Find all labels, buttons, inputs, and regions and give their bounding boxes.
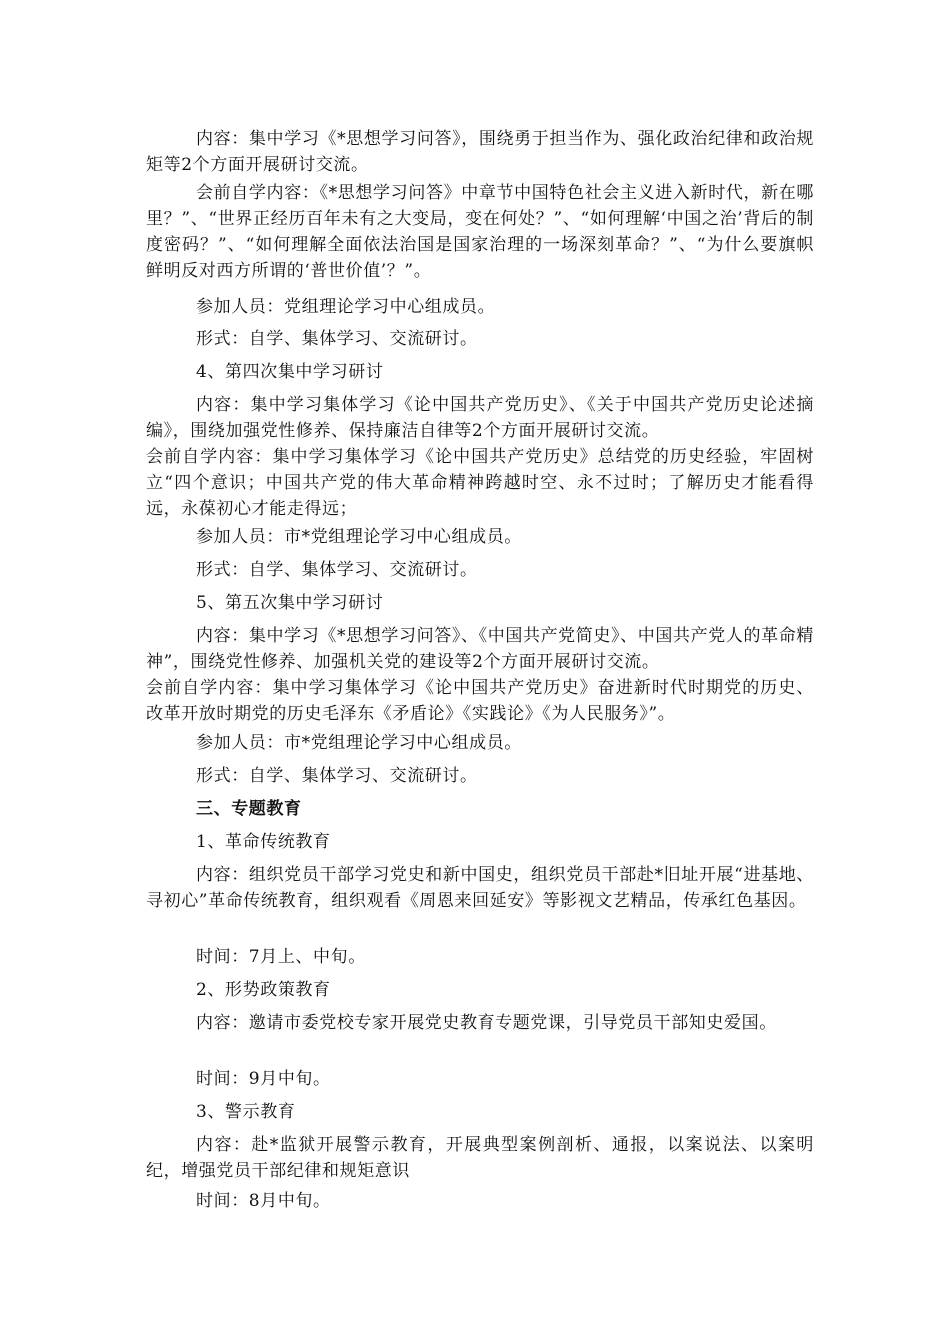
paragraph-time-revolutionary: 时间：7月上、中旬。 <box>196 947 366 967</box>
heading-session-5: 5、第五次集中学习研讨 <box>196 593 384 613</box>
section-heading-special-education: 三、专题教育 <box>196 799 302 819</box>
paragraph-pre-study-3: 会前自学内容：《*思想学习问答》中章节中国特色社会主义进入新时代，新在哪里？”、“世界正经历百年未有之大变局，变在何处？”、“如何理解‘中国之治’背后的制度密码？”、“如何理解全面依法治国是国家治理的一场深刻革命？”、“为什么要旗帜鲜明反对西方所谓的‘普世价值’？”。 <box>146 183 814 281</box>
paragraph-participants-3: 参加人员：党组理论学习中心组成员。 <box>196 297 496 317</box>
paragraph-time-warning: 时间：8月中旬。 <box>196 1191 331 1211</box>
paragraph-form-4: 形式：自学、集体学习、交流研讨。 <box>196 560 478 580</box>
paragraph-content-revolutionary: 内容：组织党员干部学习党史和新中国史，组织党员干部赴*旧址开展“进基地、寻初心”革命传统教育，组织观看《周恩来回延安》等影视文艺精品，传承红色基因。 <box>146 865 814 911</box>
paragraph-content-warning: 内容：赴*监狱开展警示教育，开展典型案例剖析、通报，以案说法、以案明纪，增强党员干部纪律和规矩意识 <box>146 1135 814 1181</box>
paragraph-form-3: 形式：自学、集体学习、交流研讨。 <box>196 329 478 349</box>
paragraph-time-policy: 时间：9月中旬。 <box>196 1069 331 1089</box>
paragraph-pre-study-4: 会前自学内容：集中学习集体学习《论中国共产党历史》总结党的历史经验，牢固树立“四个意识；中国共产党的伟大革命精神跨越时空、永不过时；了解历史才能看得远，永葆初心才能走得远； <box>146 447 814 519</box>
heading-policy-education: 2、形势政策教育 <box>196 980 331 1000</box>
paragraph-content-4: 内容：集中学习集体学习《论中国共产党历史》、《关于中国共产党历史论述摘编》，围绕加强党性修养、保持廉洁自律等2个方面开展研讨交流。 <box>146 395 814 441</box>
paragraph-participants-4: 参加人员：市*党组理论学习中心组成员。 <box>196 527 522 547</box>
heading-session-4: 4、第四次集中学习研讨 <box>196 362 384 382</box>
paragraph-form-5: 形式：自学、集体学习、交流研讨。 <box>196 766 478 786</box>
heading-revolutionary-tradition: 1、革命传统教育 <box>196 832 331 852</box>
paragraph-participants-5: 参加人员：市*党组理论学习中心组成员。 <box>196 733 522 753</box>
paragraph-content-policy: 内容：邀请市委党校专家开展党史教育专题党课，引导党员干部知史爱国。 <box>196 1013 777 1033</box>
paragraph-content-5: 内容：集中学习《*思想学习问答》、《中国共产党简史》、中国共产党人的革命精神”，围绕党性修养、加强机关党的建设等2个方面开展研讨交流。 <box>146 626 814 672</box>
paragraph-pre-study-5: 会前自学内容：集中学习集体学习《论中国共产党历史》奋进新时代时期党的历史、改革开放时期党的历史毛泽东《矛盾论》《实践论》《为人民服务》”。 <box>146 678 814 724</box>
heading-warning-education: 3、警示教育 <box>196 1102 296 1122</box>
paragraph-content-3: 内容：集中学习《*思想学习问答》，围绕勇于担当作为、强化政治纪律和政治规矩等2个方面开展研讨交流。 <box>146 129 814 175</box>
